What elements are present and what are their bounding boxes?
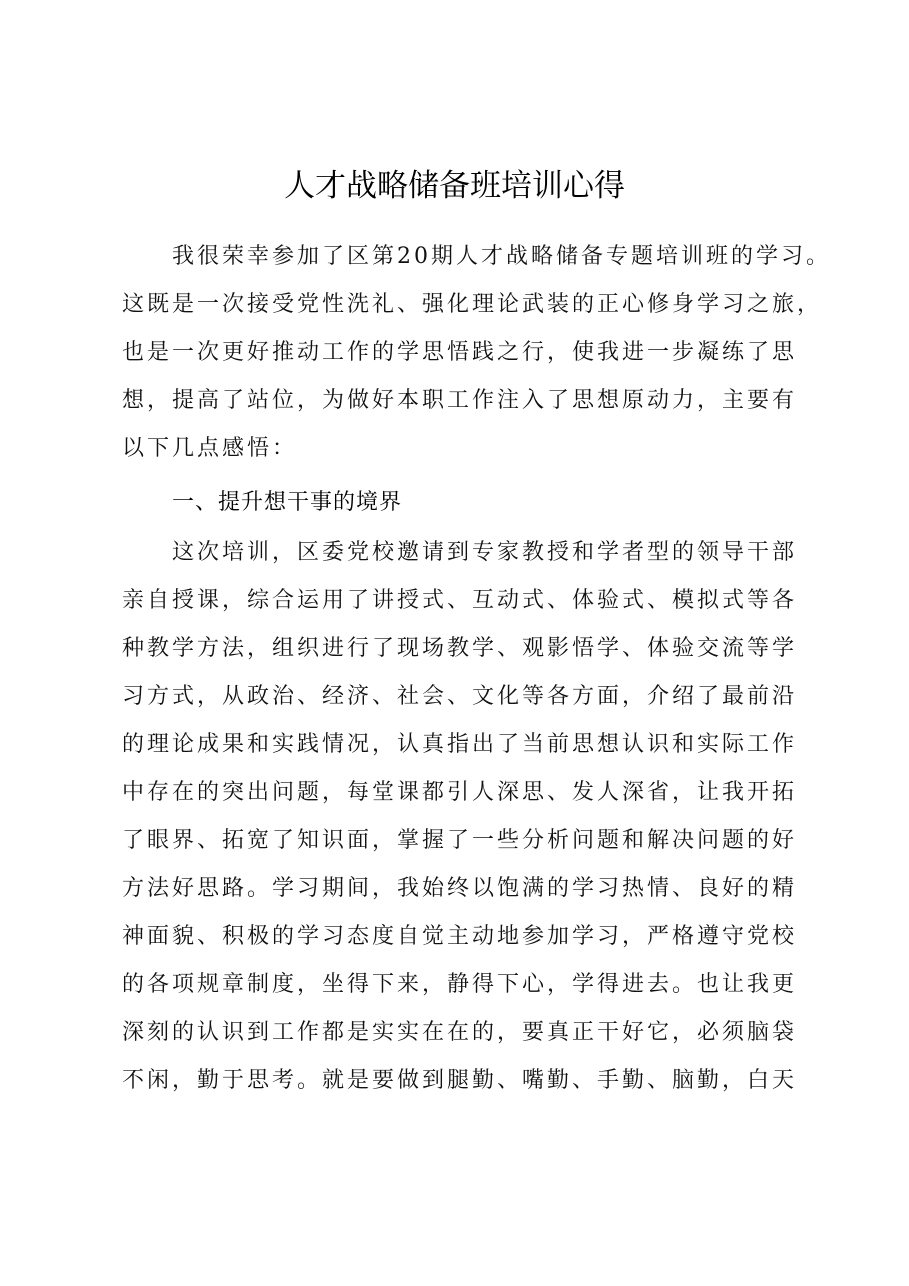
paragraph-line: 不闲，勤于思考。就是要做到腿勤、嘴勤、手勤、脑勤，白天 <box>122 1068 798 1093</box>
paragraph-line: 想，提高了站位，为做好本职工作注入了思想原动力，主要有 <box>122 388 798 413</box>
paragraph-line: 这次培训，区委党校邀请到专家教授和学者型的领导干部 <box>172 540 798 565</box>
paragraph-line: 的理论成果和实践情况，认真指出了当前思想认识和实际工作 <box>122 732 798 757</box>
paragraph-line: 神面貌、积极的学习态度自觉主动地参加学习，严格遵守党校 <box>122 924 798 949</box>
paragraph-line: 中存在的突出问题，每堂课都引人深思、发人深省，让我开拓 <box>122 780 798 805</box>
document-body <box>122 233 831 1105</box>
paragraph-line: 深刻的认识到工作都是实实在在的，要真正干好它，必须脑袋 <box>122 1020 798 1045</box>
paragraph-line: 亲自授课，综合运用了讲授式、互动式、体验式、模拟式等各 <box>122 588 798 613</box>
paragraph-line: 以下几点感悟： <box>122 436 298 461</box>
section-heading: 一、提升想干事的境界 <box>172 490 403 515</box>
document-title: 人才战略储备班培训心得 <box>284 168 625 204</box>
paragraph-line: 也是一次更好推动工作的学思悟践之行，使我进一步凝练了思 <box>122 340 798 365</box>
paragraph-line: 习方式，从政治、经济、社会、文化等各方面，介绍了最前沿 <box>122 684 798 709</box>
paragraph-line: 了眼界、拓宽了知识面，掌握了一些分析问题和解决问题的好 <box>122 828 798 853</box>
paragraph-line: 这既是一次接受党性洗礼、强化理论武装的正心修身学习之旅， <box>122 292 823 317</box>
paragraph-line: 我很荣幸参加了区第20期人才战略储备专题培训班的学习。 <box>172 244 831 269</box>
paragraph-line: 的各项规章制度，坐得下来，静得下心，学得进去。也让我更 <box>122 972 798 997</box>
paragraph-line: 方法好思路。学习期间，我始终以饱满的学习热情、良好的精 <box>122 876 798 901</box>
paragraph-line: 种教学方法，组织进行了现场教学、观影悟学、体验交流等学 <box>122 636 798 661</box>
